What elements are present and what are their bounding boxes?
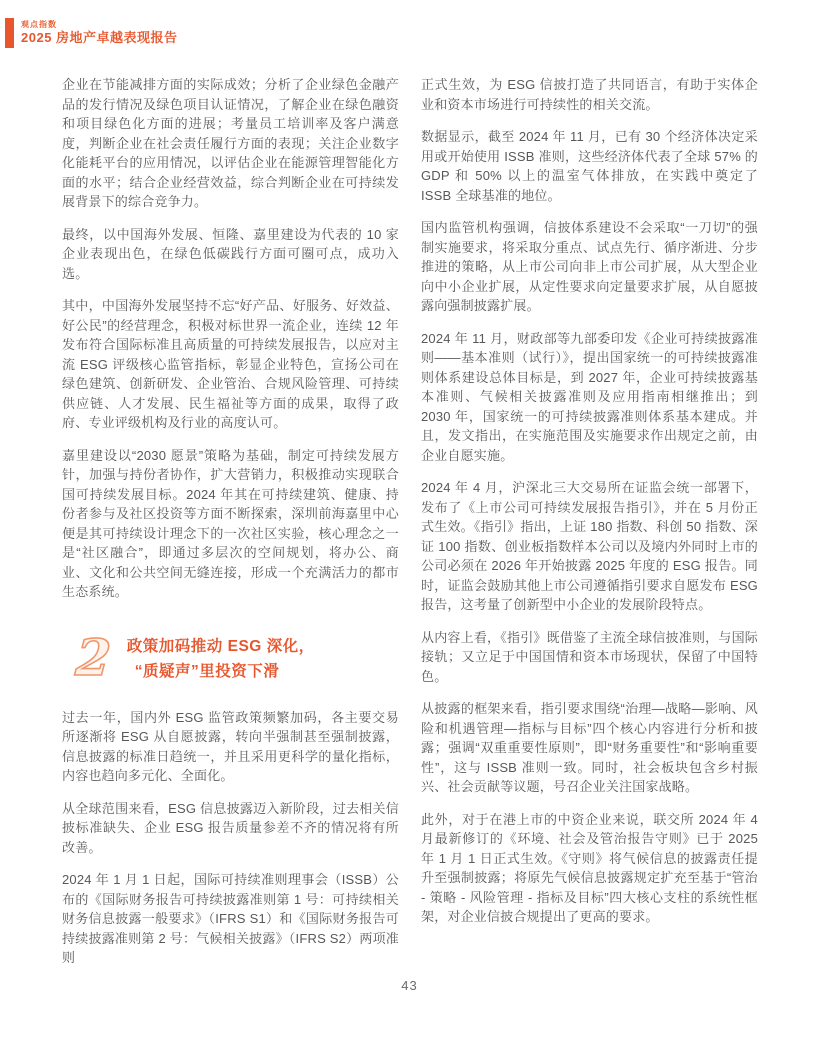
paragraph: 过去一年，国内外 ESG 监管政策频繁加码，各主要交易所逐渐将 ESG 从自愿披露，转向半强制甚至强制披露，信息披露的标准日趋统一，并且采用更科学的量化指标，内容也趋向多元化、全面化。 — [62, 709, 399, 783]
paragraph: 国内监管机构强调，信披体系建设不会采取“一刀切”的强制实施要求，将采取分重点、试点先行、循序渐进、分步推进的策略，从上市公司向非上市公司扩展，从大型企业向中小企业扩展，从定性要求向定量要求扩展，从自愿披露向强制披露扩展。 — [421, 220, 758, 313]
header-text — [21, 18, 178, 48]
header-accent-bar — [5, 18, 14, 48]
section-title — [127, 628, 315, 684]
section-title-line1: 政策加码推动 ESG 深化， — [126, 637, 315, 655]
paragraph: 企业在节能减排方面的实际成效；分析了企业绿色金融产品的发行情况及绿色项目认证情况，了解企业在绿色融资和项目绿色化方面的进展；考量员工培训率及客户满意度，判断企业在社会责任履行方面的表现；关注企业数字化能耗平台的应用情况，以评估企业在能源管理智能化方面的水平；结合企业经营效益，综合判断企业在可持续发展背景下的综合竞争力。 — [62, 77, 399, 209]
section-title-line2: “质疑声”里投资下滑 — [134, 662, 280, 680]
paragraph: 数据显示，截至 2024 年 11 月，已有 30 个经济体决定采用或开始使用 ISSB 准则，这些经济体代表了全球 57% 的 GDP 和 50% 以上的温室气体排放，在实践中奠定了 ISSB 全球基准的地位。 — [421, 129, 758, 203]
paragraph: 最终，以中国海外发展、恒隆、嘉里建设为代表的 10 家企业表现出色，在绿色低碳践行方面可圈可点，成功入选。 — [62, 226, 399, 281]
page-number: 43 — [401, 978, 418, 993]
paragraph: 从内容上看，《指引》既借鉴了主流全球信披准则，与国际接轨；又立足于中国国情和资本市场现状，保留了中国特色。 — [421, 629, 758, 684]
section-number: 2 — [73, 627, 113, 687]
paragraph: 正式生效，为 ESG 信披打造了共同语言，有助于实体企业和资本市场进行可持续性的相关交流。 — [421, 77, 758, 112]
paragraph: 从披露的框架来看，指引要求围绕“治理—战略—影响、风险和机遇管理—指标与目标”四个核心内容进行分析和披露；强调“双重重要性原则”，即“财务重要性”和“影响重要性”，这与 ISSB 准则一致。同时，社会板块包含乡村振兴、社会贡献等议题，号召企业关注国家战略。 — [421, 701, 758, 794]
paragraph: 从全球范围来看，ESG 信息披露迈入新阶段，过去相关信披标准缺失、企业 ESG 报告质量参差不齐的情况将有所改善。 — [62, 800, 399, 855]
report-header — [5, 18, 178, 48]
paragraph: 此外，对于在港上市的中资企业来说，联交所 2024 年 4 月最新修订的《环境、社会及管治报告守则》已于 2025 年 1 月 1 日正式生效。《守则》将气候信息的披露责任提升至强制披露；将原先气候信息披露规定扩充至基于“管治 - 策略 - 风险管理 - 指标及目标”四大核心支柱的系统性框架，对企业信披合规提出了更高的要求。 — [421, 811, 758, 924]
brand-name: 观点指数 — [21, 20, 57, 29]
paragraph: 2024 年 4 月，沪深北三大交易所在证监会统一部署下，发布了《上市公司可持续发展报告指引》，并在 5 月份正式生效。《指引》指出，上证 180 指数、科创 50 指数、深证 100 指数、创业板指数样本公司以及境内外同时上市的公司必须在 2026 年开始披露 2025 年度的 ESG 报告。同时，证监会鼓励其他上市公司遵循指引要求自愿发布 ESG 报告，这考量了创新型中小企业的发展阶段特点。 — [421, 480, 758, 612]
paragraph: 2024 年 1 月 1 日起，国际可持续准则理事会（ISSB）公布的《国际财务报告可持续披露准则第 1 号：可持续相关财务信息披露一般要求》（IFRS S1）和《国际财务报告可持续披露准则第 2 号：气候相关披露》（IFRS S2）两项准则 — [62, 872, 399, 965]
left-column — [62, 75, 399, 981]
paragraph: 其中，中国海外发展坚持不忘“好产品、好服务、好效益、好公民”的经营理念，积极对标世界一流企业，连续 12 年发布符合国际标准且高质量的可持续发展报告，以应对主流 ESG 评级核心监管指标，彰显企业特色，宣扬公司在绿色建筑、创新研发、企业管治、合规风险管理、可持续供应链、人才发展、民生福祉等方面的成果，取得了政府、专业评级机构及行业的高度认可。 — [62, 298, 399, 430]
right-column — [421, 75, 758, 981]
section-heading — [68, 628, 399, 686]
report-title: 2025 房地产卓越表现报告 — [21, 30, 178, 45]
paragraph: 嘉里建设以“2030 愿景”策略为基础，制定可持续发展方针，加强与持份者协作，扩大营销力，积极推动实现联合国可持续发展目标。2024 年其在可持续建筑、健康、持份者参与及社区投资等方面不断探索，深圳前海嘉里中心便是其可持续设计理念下的一次社区实验，核心理念之一是“社区融合”，即通过多层次的空间规划，将办公、商业、文化和公共空间无缝连接，形成一个充满活力的都市生态系统。 — [62, 447, 399, 599]
content-columns — [62, 75, 758, 981]
paragraph: 2024 年 11 月，财政部等九部委印发《企业可持续披露准则——基本准则（试行）》，提出国家统一的可持续披露准则体系建设总体目标是，到 2027 年，企业可持续披露基本准则、气候相关披露准则及应用指南相继推出；到 2030 年，国家统一的可持续披露准则体系基本建成。并且，发文指出，在实施范围及实施要求作出规定之前，由企业自愿实施。 — [421, 330, 758, 463]
